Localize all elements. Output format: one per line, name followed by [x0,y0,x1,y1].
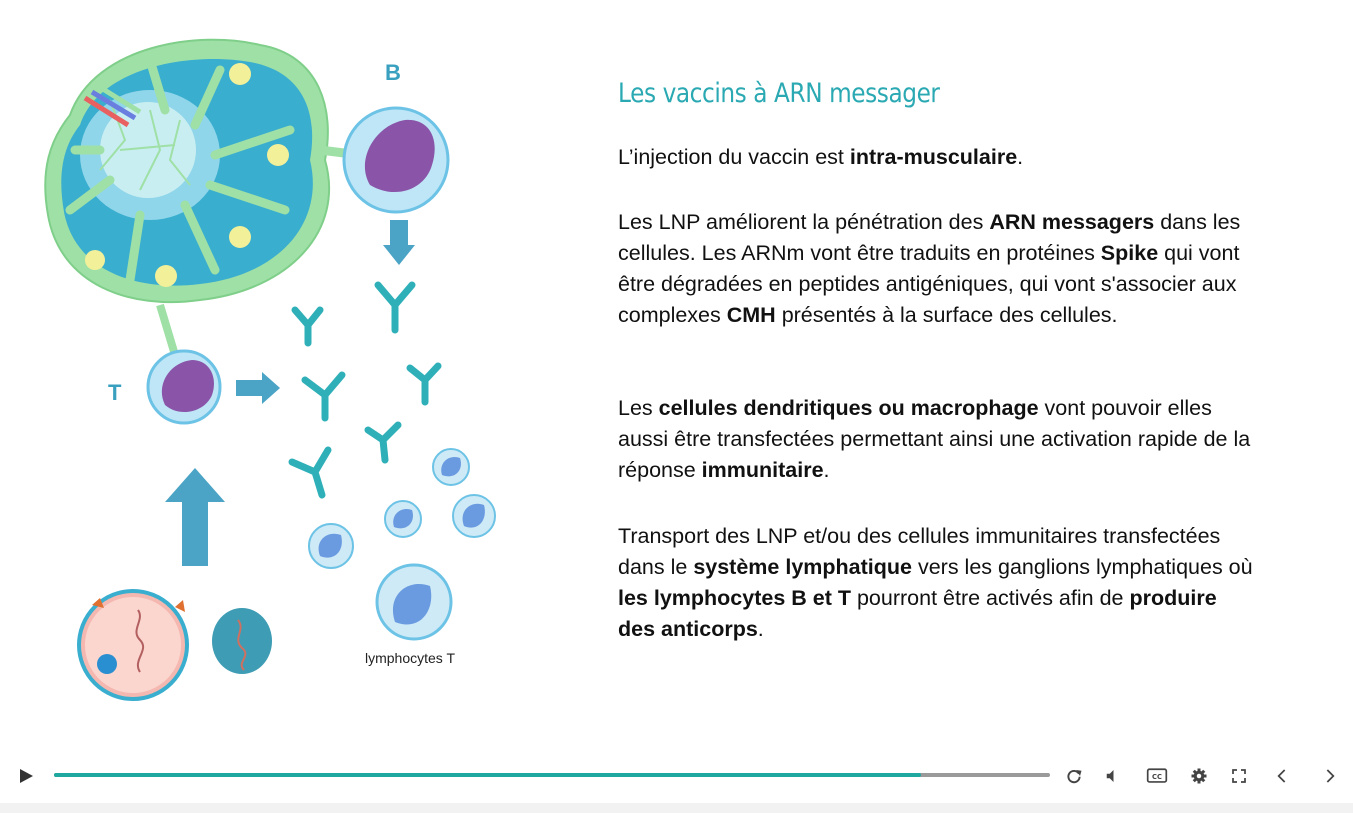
b-lymphocyte-graphic [344,108,448,265]
play-icon [14,764,38,788]
t-lymphocyte-graphic [148,351,280,566]
player-controls-bar [0,752,1353,800]
fullscreen-button[interactable] [1227,764,1251,788]
settings-button[interactable] [1187,764,1211,788]
bold-text: CMH [726,303,776,327]
paragraph-dendritic-cells [618,393,1258,486]
replay-icon [1065,767,1083,785]
text-run: vers les ganglions lymphatiques où [911,555,1253,579]
text-run: présentés à la surface des cellules. [775,303,1118,327]
b-cell-label: B [385,60,401,85]
t-cell-label: T [108,380,122,405]
text-run: Les [618,396,659,420]
play-button[interactable] [14,764,38,788]
settings-gear-icon [1190,767,1208,785]
lymph-node-graphic [45,40,360,355]
bottom-strip [0,803,1353,813]
bold-text: ARN messagers [989,210,1155,234]
text-run: . [823,458,830,482]
t-lymphocytes-group [309,449,495,639]
paragraph-injection [618,142,1258,173]
lymphocytes-t-label: lymphocytes T [365,650,455,666]
text-run: L’injection du vaccin est [618,145,850,169]
closed-captions-button[interactable] [1145,764,1169,788]
text-run: . [1017,145,1024,169]
progress-fill [54,773,921,777]
text-run: dans les cellules. Les ARNm vont être traduits en protéines [618,210,1241,265]
bold-text: cellules dendritiques ou macrophage [658,396,1039,420]
bold-text: système lymphatique [693,555,912,579]
text-run: vont pouvoir elles aussi être transfectées permettant ainsi une activation rapide de la réponse [618,396,1251,482]
volume-button[interactable] [1100,764,1124,788]
volume-icon [1103,767,1121,785]
bold-text: les lymphocytes B et T [618,586,851,610]
bold-text: produire des anticorps [618,586,1217,641]
progress-bar[interactable] [54,773,1050,777]
previous-slide-button[interactable] [1270,764,1294,788]
fullscreen-icon [1231,768,1247,784]
text-run: pourront être activés afin de [851,586,1130,610]
text-run: . [757,617,764,641]
text-run: Transport des LNP et/ou des cellules immunitaires transfectées dans le [618,524,1221,579]
transfected-cells-graphic [79,591,272,699]
bold-text: Spike [1100,241,1159,265]
closed-captions-icon [1146,767,1168,785]
bold-text: immunitaire [701,458,824,482]
chevron-left-icon [1274,768,1290,784]
text-run: Les LNP améliorent la pénétration des [618,210,990,234]
slide-title: Les vaccins à ARN messager [618,78,940,109]
chevron-right-icon [1322,768,1338,784]
immune-response-illustration [0,0,560,720]
replay-button[interactable] [1062,764,1086,788]
bold-text: intra-musculaire [849,145,1018,169]
paragraph-lnp-arn [618,207,1258,331]
next-slide-button[interactable] [1318,764,1342,788]
text-run: qui vont être dégradées en peptides antigéniques, qui vont s'associer aux complexes [618,241,1240,327]
paragraph-lymphatic-transport [618,521,1258,645]
svg-text:CC: CC [1152,772,1162,781]
antibodies-graphic [292,285,438,495]
